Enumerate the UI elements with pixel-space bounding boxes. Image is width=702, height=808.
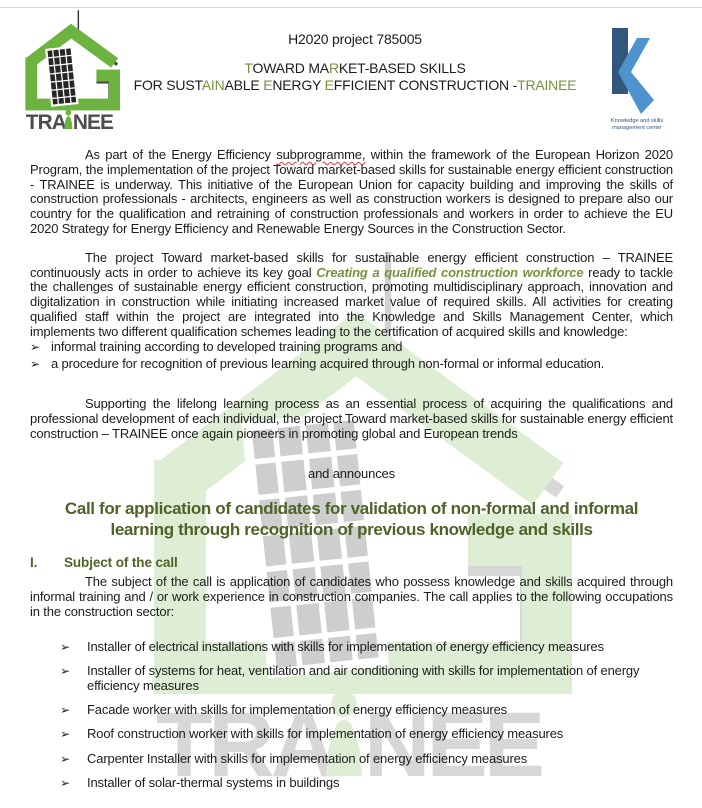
text-segment: OWARD MA bbox=[252, 60, 329, 76]
announce-line: and announces bbox=[308, 465, 395, 481]
section-subject-of-call bbox=[30, 556, 673, 571]
list-item-text: Installer of systems for heat, ventilation and air conditioning with skills for implementation of energy efficiency measures bbox=[87, 662, 640, 693]
list-item bbox=[60, 664, 673, 694]
call-heading bbox=[30, 499, 673, 540]
call-heading-line2: learning through recognition of previous knowledge and skills bbox=[110, 519, 593, 539]
list-item bbox=[60, 640, 673, 655]
list-item bbox=[60, 776, 673, 791]
text-segment: ready to tackle the challenges of sustainable energy efficient construction, promoting multidisciplinary approach, innovation and digitalization in construction while initiating increased market value of required skills. All activities for creating qualified staff within the project are integrated into the Knowledge and Skills Management Center, which implements two different qualification schemes leading to the certification of acquired skills and knowledge: bbox=[30, 264, 673, 339]
text-segment: within the framework of the European Horizon 2020 Program, the implementation of the project Toward market-based skills for sustainable energy efficient construction - TRAINEE is underway. This initiative of the European Union for capacity building and improving the skills of construction professionals - architects, engineers as well as construction workers is designed to prepare also our country for the qualification and retraining of construction professionals and workers in order to achieve the EU 2020 Strategy for Energy Efficiency and Renewable Energy Sources in the Construction Sector. bbox=[30, 147, 674, 236]
text-segment: E bbox=[324, 77, 334, 93]
text-segment: The project Toward market-based skills for sustainable energy efficient construction – TRAINEE continuously acts in order to achieve its key goal bbox=[30, 249, 673, 280]
arrow-bullet-icon: ➢ bbox=[60, 751, 70, 766]
list-item-text: a procedure for recognition of previous learning acquired through non-formal or informal education. bbox=[51, 356, 605, 372]
list-item-text: Roof construction worker with skills for implementation of energy efficiency measures bbox=[87, 726, 564, 742]
page-top-divider bbox=[0, 7, 702, 8]
list-item bbox=[60, 703, 673, 718]
arrow-bullet-icon: ➢ bbox=[60, 775, 70, 790]
list-item bbox=[30, 357, 673, 372]
text-segment: As part of the Energy Efficiency bbox=[85, 147, 277, 162]
document-header bbox=[130, 31, 580, 94]
arrow-bullet-icon: ➢ bbox=[60, 702, 70, 717]
document-body bbox=[30, 148, 673, 800]
section-numeral: I. bbox=[30, 555, 38, 571]
list-item bbox=[60, 727, 673, 742]
text-segment: T bbox=[244, 60, 253, 76]
text-segment: AIN bbox=[201, 77, 225, 93]
svg-text:Knowledge and skills: Knowledge and skills bbox=[610, 118, 664, 124]
text-segment: ABLE bbox=[224, 77, 264, 93]
arrow-bullet-icon: ➢ bbox=[60, 663, 70, 678]
arrow-bullet-icon: ➢ bbox=[30, 339, 40, 354]
paragraph-subject: The subject of the call is application of candidates who possess knowledge and skills acquired through informal training and / or work experience in construction companies. The call applies to the following occupations in the construction sector: bbox=[30, 574, 673, 619]
list-item-text: Carpenter Installer with skills for implementation of energy efficiency measures bbox=[87, 750, 528, 766]
section-title: Subject of the call bbox=[64, 555, 178, 571]
text-segment: KET-BASED SKILLS bbox=[338, 60, 466, 76]
list-item-text: Installer of solar-thermal systems in buildings bbox=[87, 774, 340, 790]
text-segment: TRAINEE bbox=[517, 77, 577, 93]
project-title-line2 bbox=[130, 77, 580, 94]
list-item-text: Facade worker with skills for implementation of energy efficiency measures bbox=[87, 701, 508, 717]
text-segment: R bbox=[328, 60, 339, 76]
paragraph-project-goal bbox=[30, 251, 673, 340]
text-segment: E bbox=[263, 77, 273, 93]
occupations-list bbox=[60, 640, 673, 791]
arrow-bullet-icon: ➢ bbox=[60, 639, 70, 654]
text-segment: FOR SUST bbox=[133, 77, 202, 93]
text-segment: subprogramme, bbox=[276, 147, 366, 162]
list-item bbox=[60, 752, 673, 767]
text-segment: FFICIENT CONSTRUCTION - bbox=[333, 77, 518, 93]
svg-text:management center: management center bbox=[612, 125, 662, 131]
call-heading-line1: Call for application of candidates for validation of non-formal and informal bbox=[64, 499, 639, 519]
text-segment: NERGY bbox=[272, 77, 325, 93]
qualification-schemes-list bbox=[30, 340, 673, 373]
list-item bbox=[30, 340, 673, 355]
trainee-logo bbox=[24, 10, 120, 132]
arrow-bullet-icon: ➢ bbox=[30, 357, 40, 372]
ks-logo bbox=[600, 26, 674, 136]
project-title-line1 bbox=[130, 60, 580, 77]
paragraph-lifelong-learning: Supporting the lifelong learning process as an essential process of acquiring the qualifications and professional development of each individual, the project Toward market-based skills for sustainable energy efficient construction – TRAINEE once again pioneers in promoting global and European trends bbox=[30, 396, 673, 441]
arrow-bullet-icon: ➢ bbox=[60, 727, 70, 742]
list-item-text: Installer of electrical installations with skills for implementation of energy efficiency measures bbox=[87, 638, 604, 654]
paragraph-intro bbox=[30, 148, 673, 237]
project-number: H2020 project 785005 bbox=[288, 31, 422, 47]
list-item-text: informal training according to developed training programs and bbox=[51, 338, 403, 354]
text-segment: Creating a qualified construction workforce bbox=[316, 264, 584, 280]
